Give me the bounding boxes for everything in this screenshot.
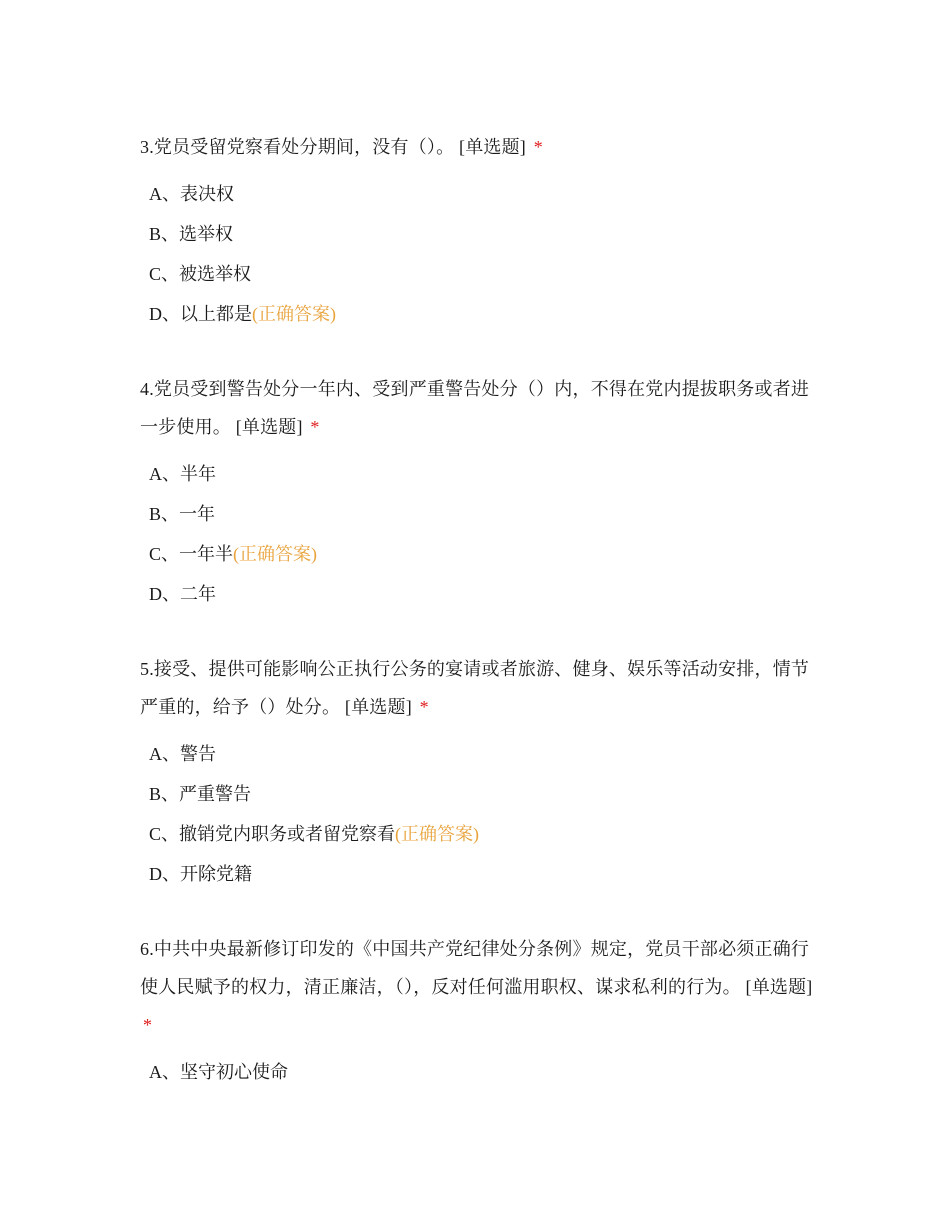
option-label: A、半年 <box>149 464 216 484</box>
option-label: A、警告 <box>149 744 216 764</box>
option-b <box>140 494 820 534</box>
question-text: 5.接受、提供可能影响公正执行公务的宴请或者旅游、健身、娱乐等活动安排，情节严重的，给予（）处分。 <box>140 659 810 717</box>
question-type-label: [单选题] <box>745 977 813 997</box>
option-b <box>140 214 820 254</box>
option-d <box>140 294 820 334</box>
correct-answer-marker: (正确答案) <box>252 304 336 324</box>
option-label: A、坚守初心使命 <box>149 1062 288 1082</box>
option-b <box>140 774 820 814</box>
option-list <box>140 734 820 894</box>
option-a <box>140 1052 820 1092</box>
question-4 <box>140 370 820 614</box>
option-c <box>140 254 820 294</box>
option-label: C、撤销党内职务或者留党察看 <box>149 824 396 844</box>
option-d <box>140 854 820 894</box>
correct-answer-marker: (正确答案) <box>395 824 480 844</box>
option-d <box>140 574 820 614</box>
option-label: C、被选举权 <box>149 264 252 284</box>
option-a <box>140 454 820 494</box>
question-5 <box>140 650 820 894</box>
required-asterisk: * <box>533 137 543 157</box>
question-text: 3.党员受留党察看处分期间，没有（）。 <box>140 137 455 157</box>
question-6 <box>140 930 820 1092</box>
option-label: D、二年 <box>149 584 216 604</box>
required-asterisk: * <box>419 697 429 717</box>
option-c <box>140 814 820 854</box>
question-type-label: [单选题] <box>344 697 412 717</box>
option-list <box>140 1052 820 1092</box>
question-type-label: [单选题] <box>459 137 527 157</box>
option-c <box>140 534 820 574</box>
question-type-label: [单选题] <box>235 417 303 437</box>
option-label: B、选举权 <box>149 224 234 244</box>
question-text: 6.中共中央最新修订印发的《中国共产党纪律处分条例》规定，党员干部必须正确行使人民赋予的权力，清正廉洁，（），反对任何滥用职权、谋求私利的行为。 <box>140 939 810 997</box>
option-a <box>140 734 820 774</box>
option-label: B、一年 <box>149 504 216 524</box>
question-title <box>140 930 820 1044</box>
question-3 <box>140 128 820 334</box>
option-list <box>140 174 820 334</box>
correct-answer-marker: (正确答案) <box>233 544 318 564</box>
option-label: A、表决权 <box>149 184 234 204</box>
question-text: 4.党员受到警告处分一年内、受到严重警告处分（）内，不得在党内提拔职务或者进一步使用。 <box>140 379 810 437</box>
question-title <box>140 370 820 446</box>
required-asterisk: * <box>310 417 320 437</box>
option-list <box>140 454 820 614</box>
option-label: B、严重警告 <box>149 784 252 804</box>
question-title <box>140 650 820 726</box>
option-a <box>140 174 820 214</box>
option-label: D、以上都是 <box>149 304 252 324</box>
question-title <box>140 128 820 166</box>
required-asterisk: * <box>143 1015 153 1035</box>
option-label: D、开除党籍 <box>149 864 252 884</box>
option-label: C、一年半 <box>149 544 234 564</box>
